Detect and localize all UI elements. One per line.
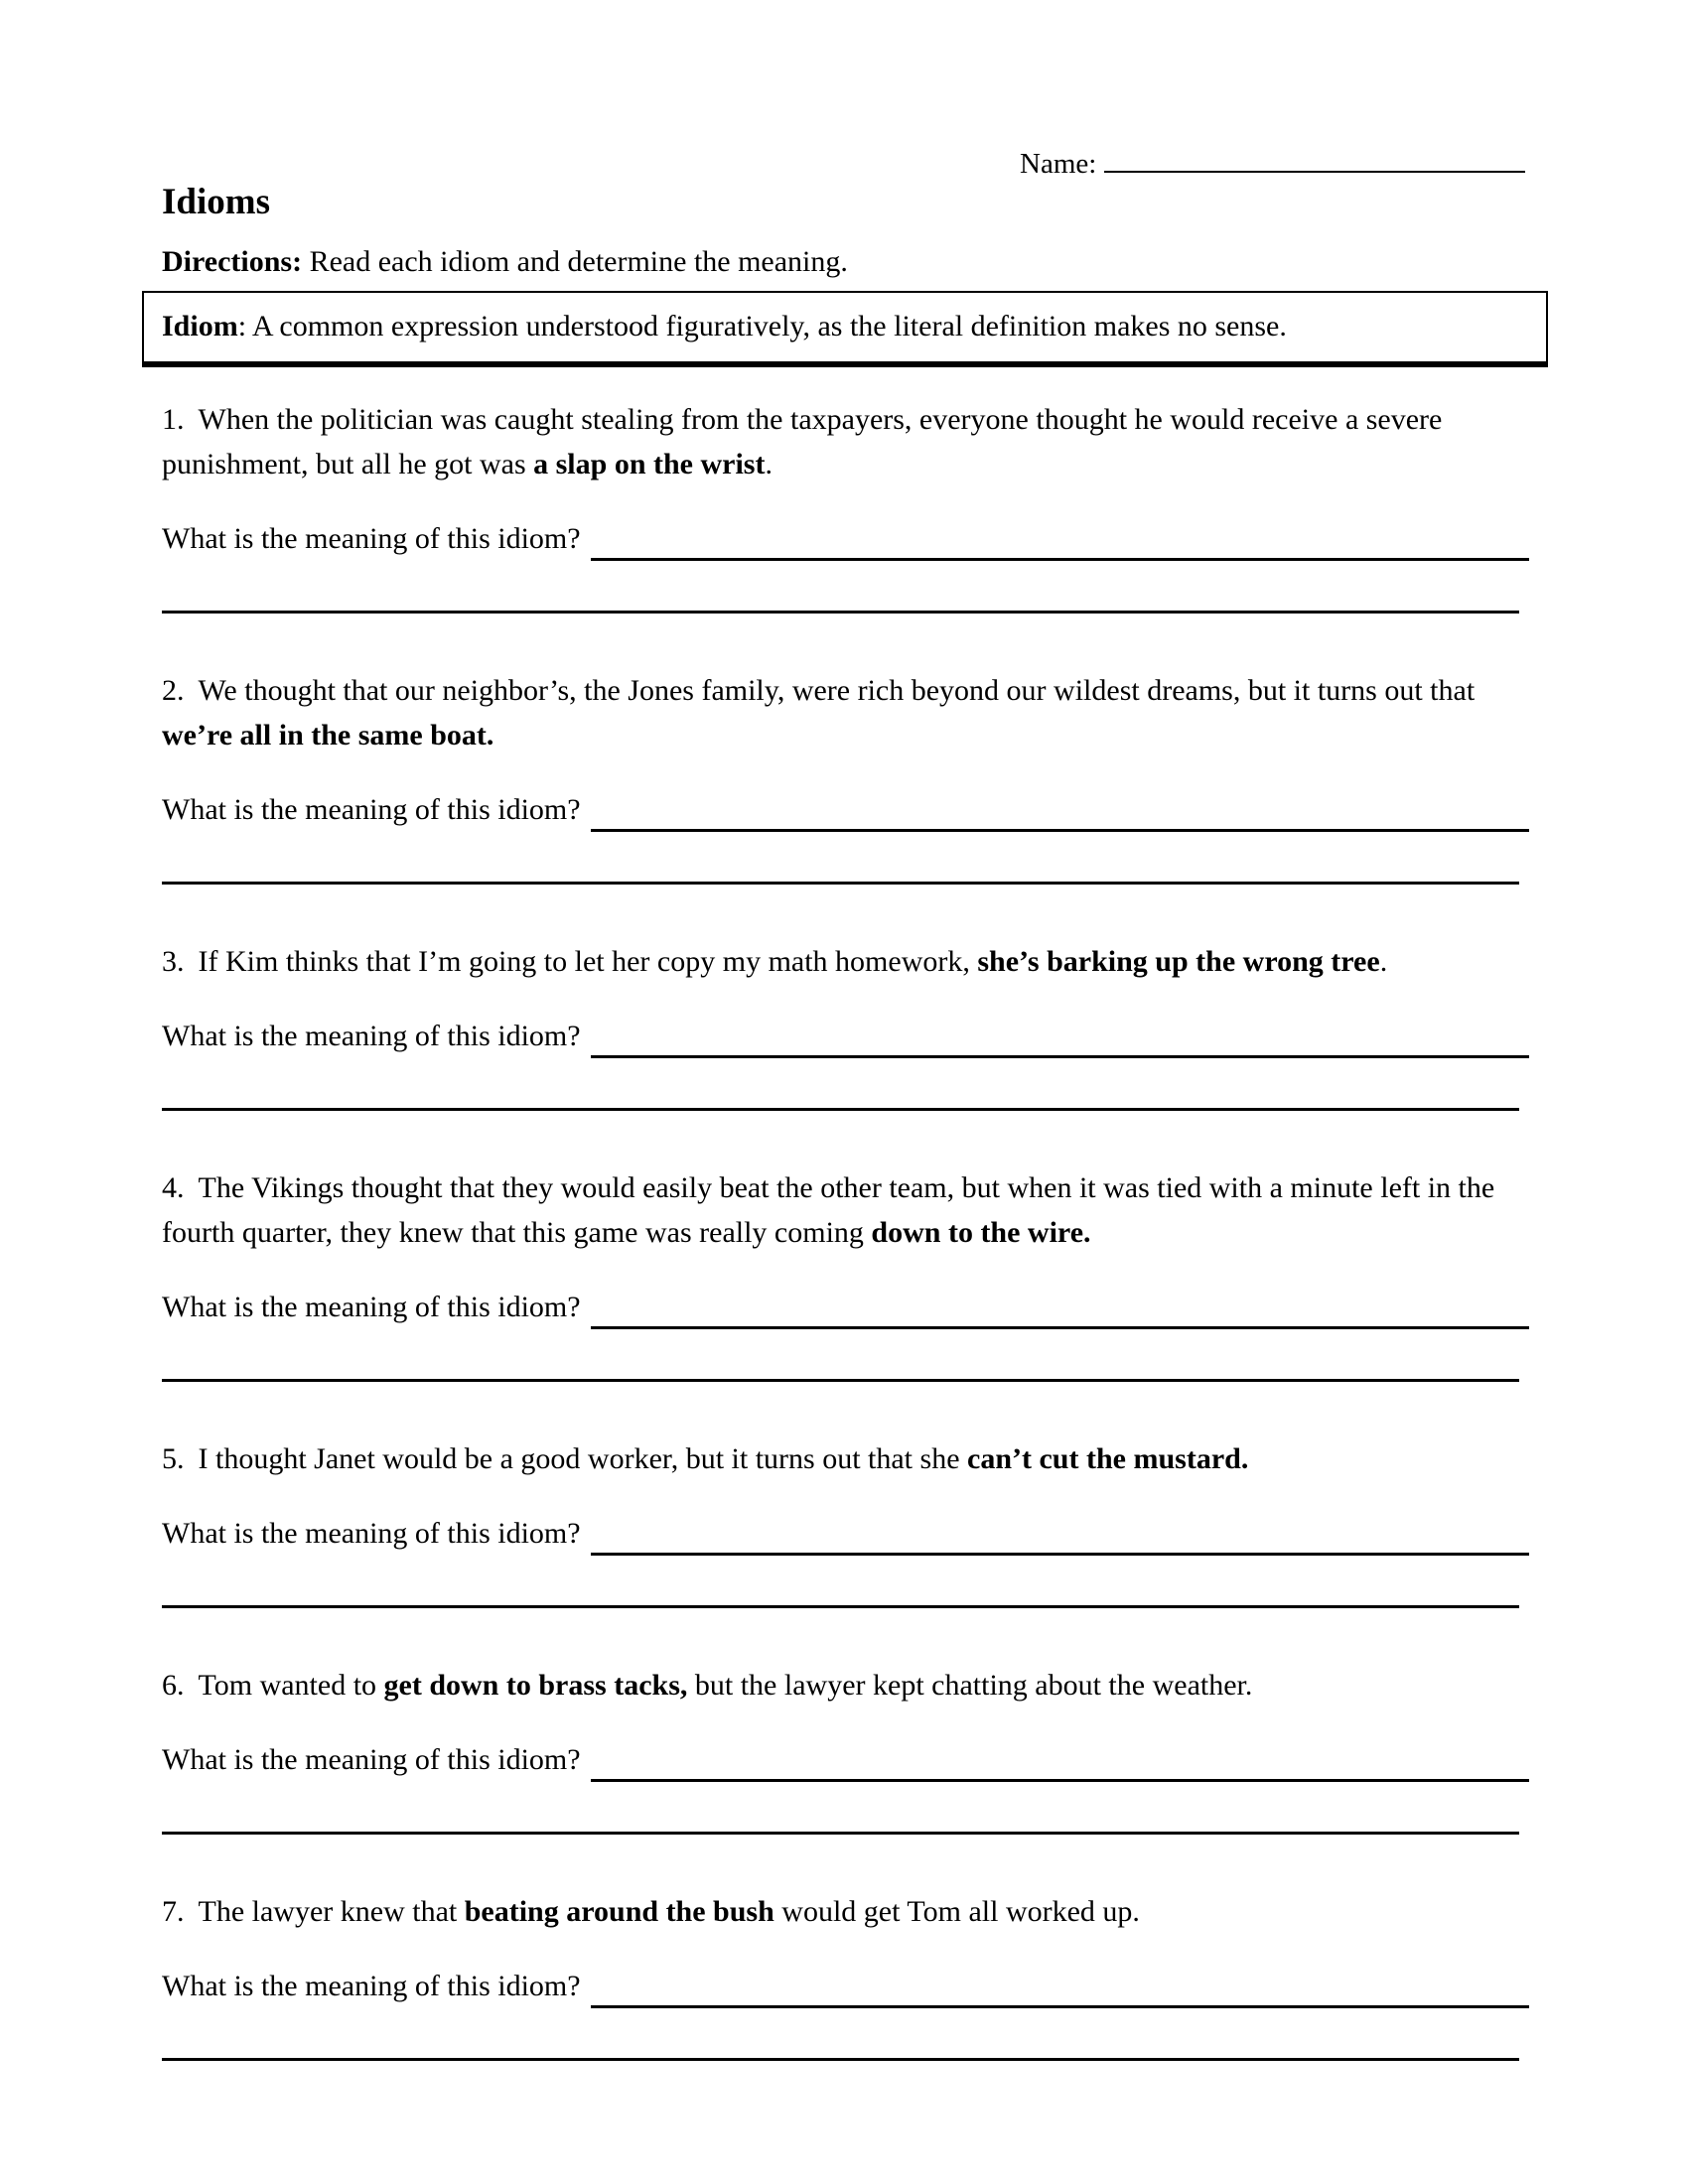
question-number: 2. [162, 674, 185, 707]
answer-blank-line-2[interactable] [162, 1605, 1519, 1608]
answer-blank-line-2[interactable] [162, 2058, 1519, 2061]
question-text [162, 1165, 1529, 1255]
question-sentence: If Kim thinks that I’m going to let her copy my math homework, she’s barking up the wrong tree. [198, 945, 1388, 978]
question-text [162, 668, 1529, 757]
definition-label: Idiom [162, 310, 238, 342]
directions [162, 243, 1529, 281]
name-label: Name: [1020, 148, 1097, 180]
question-block [162, 1165, 1529, 1382]
prompt-label: What is the meaning of this idiom? [162, 793, 581, 826]
prompt-row [162, 787, 1529, 832]
prompt-label: What is the meaning of this idiom? [162, 1970, 581, 2002]
definition-text: : A common expression understood figuratively, as the literal definition makes no sense. [237, 310, 1287, 342]
directions-text: Read each idiom and determine the meaning. [302, 245, 848, 278]
questions-list [162, 397, 1529, 2061]
page-title: Idioms [162, 182, 270, 222]
question-number: 3. [162, 945, 185, 978]
question-text [162, 397, 1529, 486]
question-number: 4. [162, 1171, 185, 1204]
answer-blank-line-1[interactable] [591, 1741, 1529, 1782]
answer-blank-line-1[interactable] [591, 1289, 1529, 1329]
question-number: 1. [162, 403, 185, 436]
question-block [162, 1663, 1529, 1835]
question-sentence: The Vikings thought that they would easily beat the other team, but when it was tied with a minute left in the fourth quarter, they knew that this game was really coming down to the wire. [162, 1171, 1495, 1249]
question-text [162, 1889, 1529, 1934]
answer-blank-line-2[interactable] [162, 882, 1519, 885]
answer-blank-line-2[interactable] [162, 1832, 1519, 1835]
answer-blank-line-1[interactable] [591, 1018, 1529, 1058]
question-block [162, 1436, 1529, 1608]
answer-blank-line-1[interactable] [591, 791, 1529, 832]
prompt-label: What is the meaning of this idiom? [162, 1291, 581, 1323]
prompt-row [162, 1511, 1529, 1556]
question-number: 6. [162, 1669, 185, 1702]
question-block [162, 397, 1529, 614]
prompt-label: What is the meaning of this idiom? [162, 1020, 581, 1052]
answer-blank-line-1[interactable] [591, 1968, 1529, 2008]
question-block [162, 939, 1529, 1111]
question-text [162, 1663, 1529, 1707]
name-blank-line[interactable] [1104, 137, 1525, 173]
question-number: 5. [162, 1442, 185, 1475]
answer-blank-line-2[interactable] [162, 611, 1519, 614]
answer-blank-line-1[interactable] [591, 1515, 1529, 1556]
prompt-row [162, 1014, 1529, 1058]
question-sentence: I thought Janet would be a good worker, but it turns out that she can’t cut the mustard. [198, 1442, 1249, 1475]
question-block [162, 1889, 1529, 2061]
prompt-label: What is the meaning of this idiom? [162, 522, 581, 555]
prompt-label: What is the meaning of this idiom? [162, 1517, 581, 1550]
prompt-row [162, 1285, 1529, 1329]
prompt-label: What is the meaning of this idiom? [162, 1743, 581, 1776]
question-number: 7. [162, 1895, 185, 1928]
question-text [162, 939, 1529, 984]
prompt-row [162, 1964, 1529, 2008]
prompt-row [162, 516, 1529, 561]
question-sentence: We thought that our neighbor’s, the Jones family, were rich beyond our wildest dreams, but it turns out that we’re all in the same boat. [162, 674, 1476, 751]
question-sentence: When the politician was caught stealing from the taxpayers, everyone thought he would receive a severe punishment, but all he got was a slap on the wrist. [162, 403, 1443, 480]
question-text [162, 1436, 1529, 1481]
prompt-row [162, 1737, 1529, 1782]
directions-label: Directions: [162, 245, 303, 278]
answer-blank-line-2[interactable] [162, 1108, 1519, 1111]
answer-blank-line-2[interactable] [162, 1379, 1519, 1382]
answer-blank-line-1[interactable] [591, 520, 1529, 561]
question-block [162, 668, 1529, 885]
question-sentence: Tom wanted to get down to brass tacks, but the lawyer kept chatting about the weather. [198, 1669, 1253, 1702]
question-sentence: The lawyer knew that beating around the bush would get Tom all worked up. [198, 1895, 1140, 1928]
definition-box [142, 291, 1548, 367]
name-row [1020, 137, 1525, 184]
